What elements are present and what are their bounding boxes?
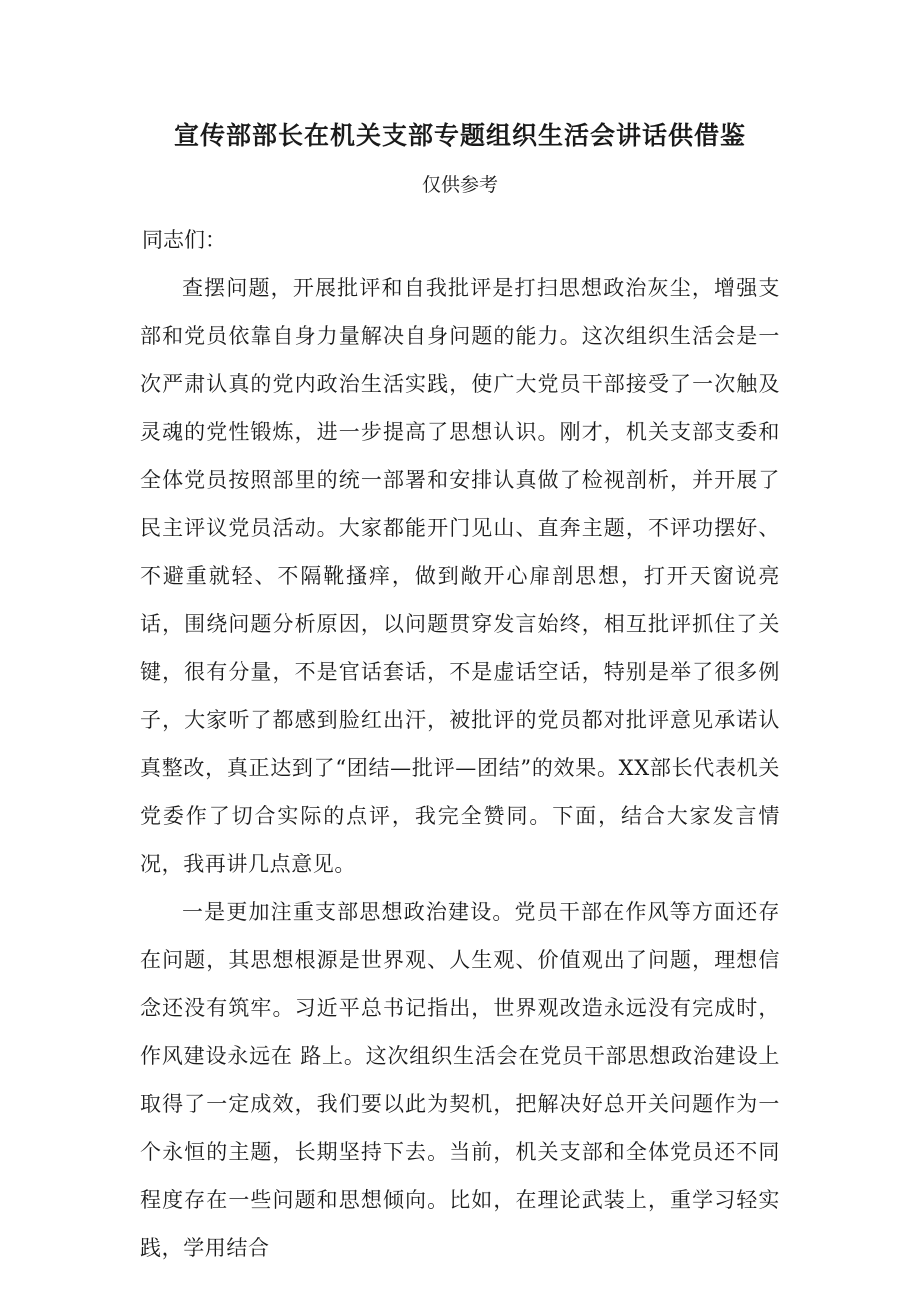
document-title: 宣传部部长在机关支部专题组织生活会讲话供借鉴 xyxy=(173,121,746,150)
salutation: 同志们： xyxy=(142,228,226,252)
document-subtitle: 仅供参考 xyxy=(421,174,498,196)
body-paragraph: 查摆问题，开展批评和自我批评是打扫思想政治灰尘，增强支部和党员依靠自身力量解决自身问题的能力。这次组织生活会是一次严肃认真的党内政治生活实践，使广大党员干部接受了一次触及灵魂的党性锻炼，进一步提高了思想认识。刚才，机关支部支委和全体党员按照部里的统一部署和安排认真做了检视剖析，并开展了民主评议党员活动。大家都能开门见山、直奔主题，不评功摆好、不避重就轻、不隔靴搔痒，做到敞开心扉剖思想，打开天窗说亮话，围绕问题分析原因，以问题贯穿发言始终，相互批评抓住了关键，很有分量，不是官话套话，不是虚话空话，特别是举了很多例子，大家听了都感到脸红出汗，被批评的党员都对批评意见承诺认真整改，真正达到了“团结—批评—团结”的效果。XX部长代表机关党委作了切合实际的点评，我完全赞同。下面，结合大家发言情况，我再讲几点意见。 xyxy=(140,276,780,876)
body-paragraph: 一是更加注重支部思想政治建设。党员干部在作风等方面还存在问题，其思想根源是世界观、人生观、价值观出了问题，理想信念还没有筑牢。习近平总书记指出，世界观改造永远没有完成时，作风建设永远在 路上。这次组织生活会在党员干部思想政治建设上取得了一定成效，我们要以此为契机，把解决好总开关问题作为一个永恒的主题，长期坚持下去。当前，机关支部和全体党员还不同程度存在一些问题和思想倾向。比如，在理论武装上，重学习轻实践，学用结合 xyxy=(140,900,780,1260)
